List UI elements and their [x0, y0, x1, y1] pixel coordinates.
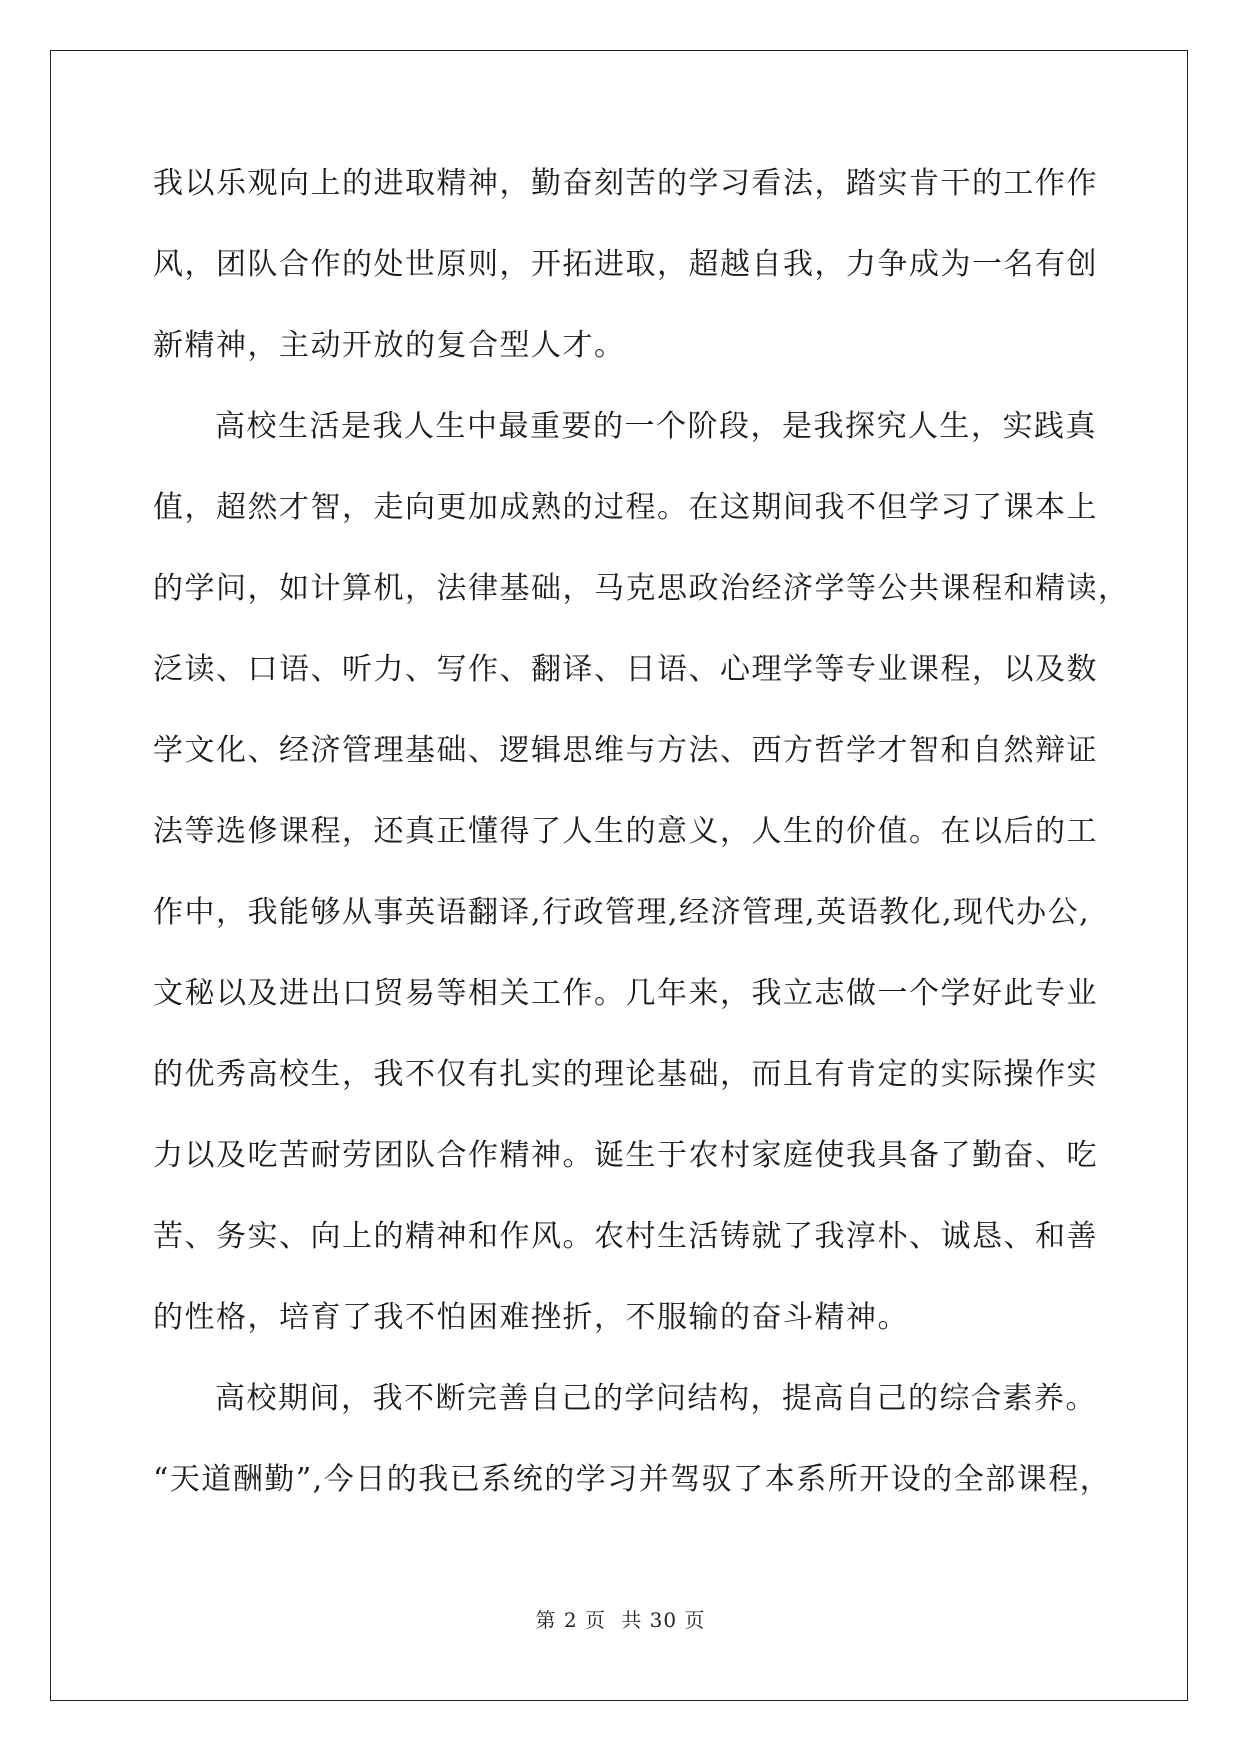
- text-line: 新精神，主动开放的复合型人才。: [153, 328, 626, 363]
- text-line: 我以乐观向上的进取精神，勤奋刻苦的学习看法，踏实肯干的工作作: [153, 166, 1098, 201]
- text-line: “天道酬勤”,今日的我已系统的学习并驾驭了本系所开设的全部课程，: [153, 1462, 1112, 1497]
- text-line: 的性格，培育了我不怕困难挫折，不服输的奋斗精神。: [153, 1300, 909, 1335]
- text-line: 作中，我能够从事英语翻译,行政管理,经济管理,英语教化,现代办公,: [153, 895, 1091, 930]
- text-line: 高校期间，我不断完善自己的学问结构，提高自己的综合素养。: [215, 1381, 1097, 1416]
- page-total: 共 30 页: [621, 1608, 706, 1632]
- text-line: 泛读、口语、听力、写作、翻译、日语、心理学等专业课程，以及数: [153, 652, 1098, 687]
- text-line: 的优秀高校生，我不仅有扎实的理论基础，而且有肯定的实际操作实: [153, 1057, 1098, 1092]
- text-line: 学文化、经济管理基础、逻辑思维与方法、西方哲学才智和自然辩证: [153, 733, 1098, 768]
- text-line: 的学问，如计算机，法律基础，马克思政治经济学等公共课程和精读，: [153, 571, 1130, 606]
- text-line: 风，团队合作的处世原则，开拓进取，超越自我，力争成为一名有创: [153, 247, 1098, 282]
- text-line: 法等选修课程，还真正懂得了人生的意义，人生的价值。在以后的工: [153, 814, 1098, 849]
- page-number: 第 2 页: [535, 1608, 606, 1632]
- text-line: 文秘以及进出口贸易等相关工作。几年来，我立志做一个学好此专业: [153, 976, 1098, 1011]
- page-footer: [0, 1604, 1241, 1633]
- document-body: [153, 160, 1130, 1537]
- text-line: 高校生活是我人生中最重要的一个阶段，是我探究人生，实践真: [215, 409, 1097, 444]
- text-line: 值，超然才智，走向更加成熟的过程。在这期间我不但学习了课本上: [153, 490, 1098, 525]
- text-line: 苦、务实、向上的精神和作风。农村生活铸就了我淳朴、诚恳、和善: [153, 1219, 1098, 1254]
- text-line: 力以及吃苦耐劳团队合作精神。诞生于农村家庭使我具备了勤奋、吃: [153, 1138, 1098, 1173]
